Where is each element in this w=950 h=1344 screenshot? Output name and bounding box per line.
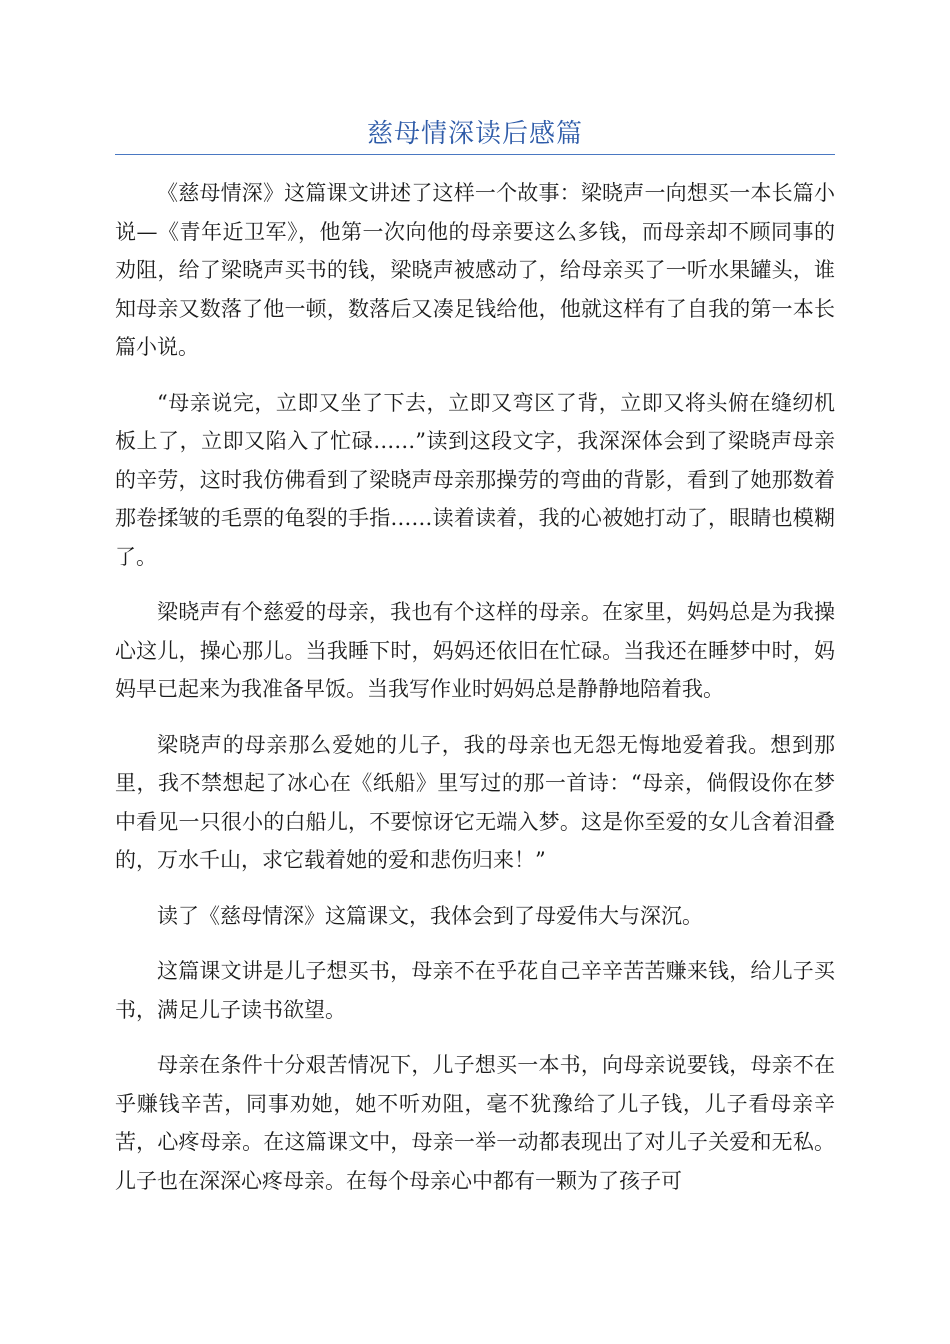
- paragraph: “母亲说完，立即又坐了下去，立即又弯区了背，立即又将头俯在缝纫机板上了，立即又陷入了忙碌……”读到这段文字，我深深体会到了梁晓声母亲的辛劳，这时我仿佛看到了梁晓声母亲那操劳的弯曲的背影，看到了她那数着那卷揉皱的毛票的龟裂的手指……读着读着，我的心被她打动了，眼睛也模糊了。: [115, 390, 835, 569]
- page-title: 慈母情深读后感篇: [366, 119, 583, 149]
- paragraph: 梁晓声有个慈爱的母亲，我也有个这样的母亲。在家里，妈妈总是为我操心这儿，操心那儿。当我睡下时，妈妈还依旧在忙碌。当我还在睡梦中时，妈妈早已起来为我准备早饭。当我写作业时妈妈总是静静地陪着我。: [115, 600, 835, 701]
- document-body: [115, 174, 835, 1217]
- paragraph: 读了《慈母情深》这篇课文，我体会到了母爱伟大与深沉。: [157, 903, 703, 928]
- title-underline: [115, 154, 835, 155]
- paragraph: 梁晓声的母亲那么爱她的儿子，我的母亲也无怨无悔地爱着我。想到那里，我不禁想起了冰心在《纸船》里写过的那一首诗：“母亲，倘假设你在梦中看见一只很小的白船儿，不要惊讶它无端入梦。这是你至爱的女儿含着泪叠的，万水千山，求它载着她的爱和悲伤归来！”: [115, 732, 835, 872]
- paragraph: 母亲在条件十分艰苦情况下，儿子想买一本书，向母亲说要钱，母亲不在乎赚钱辛苦，同事劝她，她不听劝阻，毫不犹豫给了儿子钱，儿子看母亲辛苦，心疼母亲。在这篇课文中，母亲一举一动都表现出了对儿子关爱和无私。儿子也在深深心疼母亲。在每个母亲心中都有一颗为了孩子可: [115, 1053, 835, 1193]
- paragraph: 《慈母情深》这篇课文讲述了这样一个故事：梁晓声一向想买一本长篇小说—《青年近卫军》，他第一次向他的母亲要这么多钱，而母亲却不顾同事的劝阻，给了梁晓声买书的钱，梁晓声被感动了，给母亲买了一听水果罐头，谁知母亲又数落了他一顿，数落后又凑足钱给他，他就这样有了自我的第一本长篇小说。: [115, 181, 835, 359]
- paragraph: 这篇课文讲是儿子想买书，母亲不在乎花自己辛辛苦苦赚来钱，给儿子买书，满足儿子读书欲望。: [115, 959, 835, 1022]
